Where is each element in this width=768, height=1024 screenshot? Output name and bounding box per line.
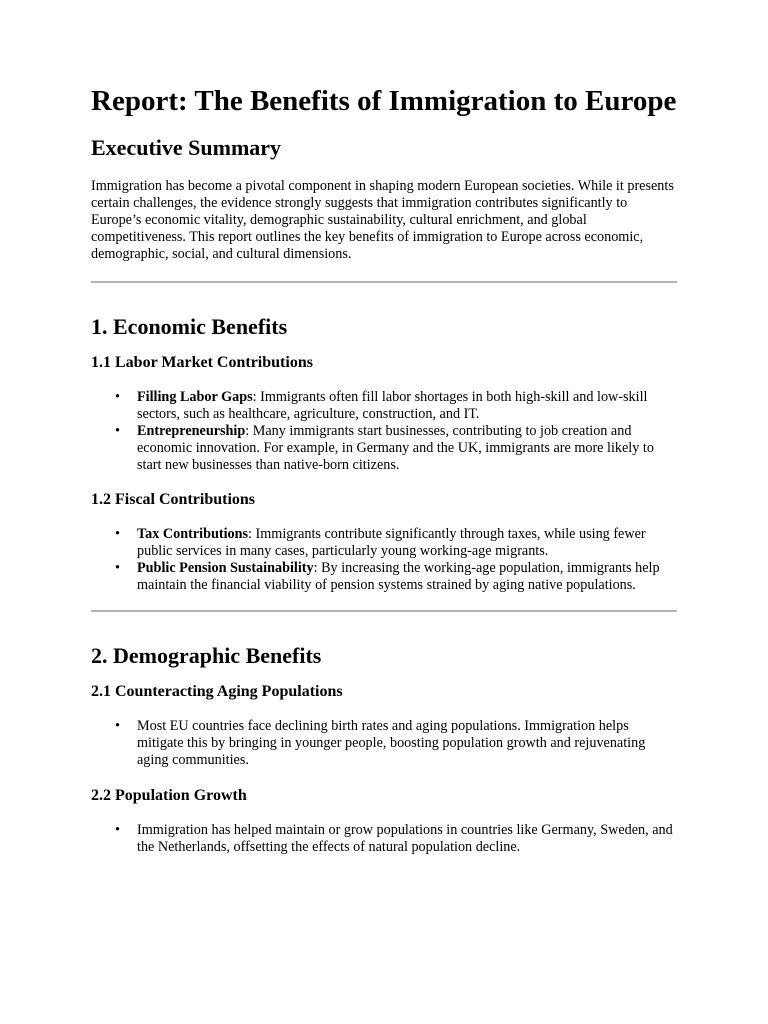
list-item — [137, 560, 677, 594]
aging-populations-list — [91, 718, 677, 769]
list-item-text: : Immigrants contribute significantly through taxes, while using fewer public services in many cases, particularly young working-age migrants. — [137, 526, 646, 559]
document-page — [91, 84, 677, 856]
report-title: Report: The Benefits of Immigration to Europe — [91, 85, 677, 117]
executive-summary-text: Immigration has become a pivotal component in shaping modern European societies. While it presents certain challenges, the evidence strongly suggests that immigration contributes significantly to Europe’s economic vitality, demographic sustainability, cultural enrichment, and global competitiveness. This report outlines the key benefits of immigration to Europe across economic, demographic, social, and cultural dimensions. — [91, 178, 674, 262]
list-item-text: : Many immigrants start businesses, contributing to job creation and economic innovation. For example, in Germany and the UK, immigrants are more likely to start new businesses than native-born citizens. — [137, 423, 654, 473]
list-item: • Most EU countries face declining birth rates and aging populations. Immigration helps mitigate this by bringing in younger people, boosting population growth and rejuvenating aging communities. — [137, 718, 677, 769]
fiscal-contributions-heading: 1.2 Fiscal Contributions — [91, 491, 256, 508]
population-growth-list — [91, 822, 677, 856]
demographic-benefits-heading: 2. Demographic Benefits — [91, 643, 322, 668]
economic-benefits-heading: 1. Economic Benefits — [91, 314, 288, 339]
list-item — [137, 526, 677, 560]
list-item — [137, 389, 677, 423]
labor-market-list — [91, 389, 677, 474]
fiscal-contributions-list — [91, 526, 677, 594]
section-divider — [91, 610, 677, 612]
aging-populations-heading: 2.1 Counteracting Aging Populations — [91, 683, 343, 700]
list-item-text: : By increasing the working-age population, immigrants help maintain the financial viability of pension systems strained by aging native populations. — [137, 560, 660, 593]
executive-summary-heading: Executive Summary — [91, 135, 282, 160]
list-item-term: Entrepreneurship — [137, 423, 246, 439]
list-item-term: Tax Contributions — [137, 526, 249, 542]
population-growth-heading: 2.2 Population Growth — [91, 787, 247, 804]
section-divider — [91, 281, 677, 283]
list-item — [137, 423, 677, 474]
labor-market-heading: 1.1 Labor Market Contributions — [91, 354, 313, 371]
list-item-term: Public Pension Sustainability — [137, 560, 314, 576]
list-item-term: Filling Labor Gaps — [137, 389, 253, 405]
list-item: • Immigration has helped maintain or grow populations in countries like Germany, Sweden, and the Netherlands, offsetting the effects of natural population decline. — [137, 822, 677, 856]
list-item-text: : Immigrants often fill labor shortages in both high-skill and low-skill sectors, such as healthcare, agriculture, construction, and IT. — [137, 389, 648, 422]
